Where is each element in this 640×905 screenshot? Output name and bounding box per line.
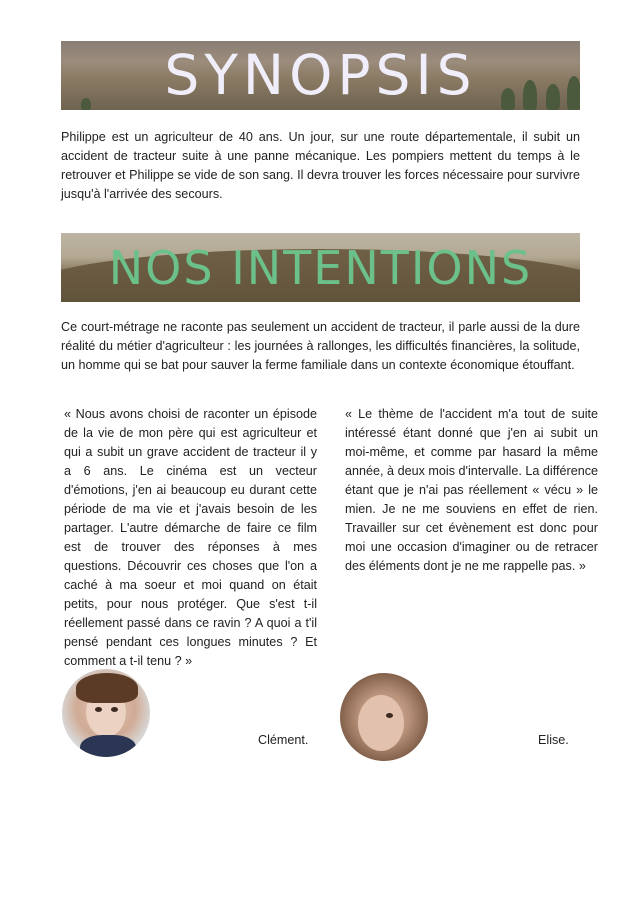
tree-shape xyxy=(523,80,537,110)
hair-shape xyxy=(76,673,138,703)
intentions-title: NOS INTENTIONS xyxy=(108,240,533,295)
quote-left: « Nous avons choisi de raconter un épisode de la vie de mon père qui est agriculteur et qui a subit un grave accident de tracteur il y a 6 ans. Le cinéma est un vecteur d'émotions, j'en ai beaucoup eu durant cette période de ma vie et j'avais besoin de les partager. L'autre démarche de faire ce film est de trouver des réponses à mes questions. Découvrir ces choses que l'on a caché à ma soeur et moi quand on était petits, pour nous protéger. Que s'est t-il réellement passé dans ce ravin ? A quoi a t'il pensé pendant ces longues minutes ? Et comment a t-il tenu ? » xyxy=(64,407,317,668)
eye-shape xyxy=(386,713,393,718)
tree-shape xyxy=(546,84,560,110)
synopsis-text: Philippe est un agriculteur de 40 ans. Un jour, sur une route départementale, il subit un accident de tracteur suite à une panne mécanique. Les pompiers mettent du temps à le retrouver et Philippe se vide de son sang. Il devra trouver les forces nécessaire pour survivre jusqu'à l'arrivée des secours. xyxy=(61,130,580,201)
tree-shape xyxy=(81,98,91,110)
eye-shape xyxy=(95,707,102,712)
avatar-clement xyxy=(62,669,150,757)
quote-right: « Le thème de l'accident m'a tout de suite intéressé étant donné que j'en ai subit un moi-même, et comme par hasard la même année, à deux mois d'intervalle. La différence étant que je n'ai pas réellement « vécu » le mien. Je ne me souviens en effet de rien. Travailler sur cet évènement est donc pour moi une occasion d'imaginer ou de retracer des éléments dont je ne me rappelle pas. » xyxy=(345,407,598,573)
author-name-left: Clément. xyxy=(258,733,309,747)
avatar-elise xyxy=(340,673,428,761)
synopsis-banner xyxy=(61,41,580,110)
intentions-banner xyxy=(61,233,580,302)
intentions-text: Ce court-métrage ne raconte pas seulement un accident de tracteur, il parle aussi de la dure réalité du métier d'agriculteur : les journées à rallonges, les difficultés financières, la solitude, un homme qui se bat pour sauver la ferme familiale dans un contexte économique étouffant. xyxy=(61,320,580,372)
tree-shape xyxy=(567,76,580,110)
shirt-shape xyxy=(80,735,136,757)
tree-shape xyxy=(501,88,515,110)
face-shape xyxy=(358,695,404,751)
eye-shape xyxy=(111,707,118,712)
author-name-right: Elise. xyxy=(538,733,569,747)
synopsis-title: SYNOPSIS xyxy=(164,43,477,107)
